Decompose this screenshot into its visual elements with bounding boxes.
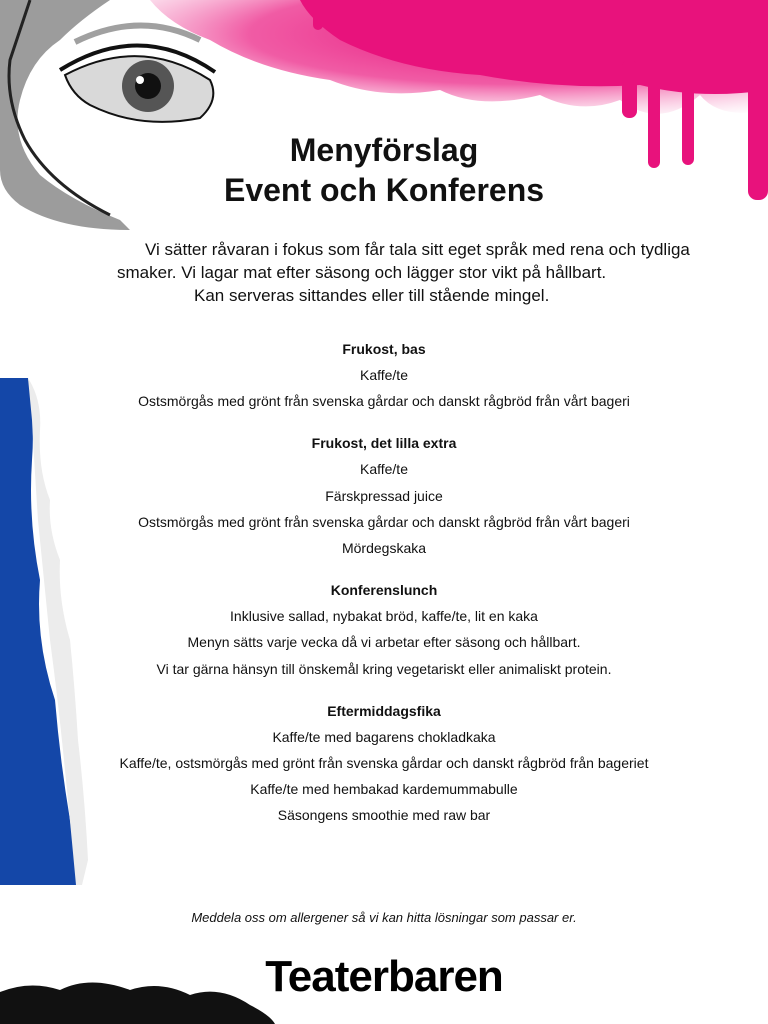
menu-item: Kaffe/te, ostsmörgås med grönt från svenska gårdar och danskt rågbröd från bageriet — [119, 755, 649, 772]
title-line-1: Menyförslag — [289, 132, 479, 168]
intro-line-3: Kan serveras sittandes eller till stående mingel. — [194, 286, 550, 305]
menu-item: Färskpressad juice — [325, 487, 443, 504]
intro-line-2: smaker. Vi lagar mat efter säsong och lägger stor vikt på hållbart. — [117, 263, 607, 282]
intro-line-1: Vi sätter råvaran i fokus som får tala sitt eget språk med rena och tydliga — [145, 240, 690, 259]
section-eftermiddagsfika — [0, 698, 768, 829]
section-frukost-bas — [0, 336, 768, 414]
allergen-note: Meddela oss om allergener så vi kan hitta lösningar som passar er. — [191, 910, 577, 925]
section-title: Eftermiddagsfika — [327, 702, 441, 719]
page-title — [0, 130, 768, 210]
menu-item: Kaffe/te med hembakad kardemummabulle — [250, 781, 518, 798]
menu-item: Vi tar gärna hänsyn till önskemål kring vegetariskt eller animaliskt protein. — [156, 660, 612, 677]
section-konferenslunch — [0, 577, 768, 682]
menu-item: Kaffe/te — [359, 367, 408, 383]
section-title: Frukost, bas — [342, 341, 426, 357]
title-line-2: Event och Konferens — [223, 172, 545, 208]
section-title: Frukost, det lilla extra — [311, 435, 457, 452]
menu-item: Mördegskaka — [341, 540, 427, 557]
menu-item: Säsongens smoothie med raw bar — [277, 807, 491, 824]
menu-item: Ostsmörgås med grönt från svenska gårdar och danskt rågbröd från vårt bageri — [138, 393, 630, 410]
intro-text — [100, 238, 740, 307]
menu-sections — [0, 336, 768, 845]
menu-item: Inklusive sallad, nybakat bröd, kaffe/te, lit en kaka — [230, 608, 538, 625]
menu-item: Menyn sätts varje vecka då vi arbetar efter säsong och hållbart. — [187, 634, 581, 651]
menu-item: Kaffe/te — [359, 461, 408, 478]
menu-item: Kaffe/te med bagarens chokladkaka — [272, 728, 496, 745]
section-frukost-extra — [0, 430, 768, 561]
brand-logo: Teaterbaren — [265, 952, 503, 1001]
menu-item: Ostsmörgås med grönt från svenska gårdar och danskt rågbröd från vårt bageri — [138, 513, 630, 530]
section-title: Konferenslunch — [330, 582, 438, 599]
